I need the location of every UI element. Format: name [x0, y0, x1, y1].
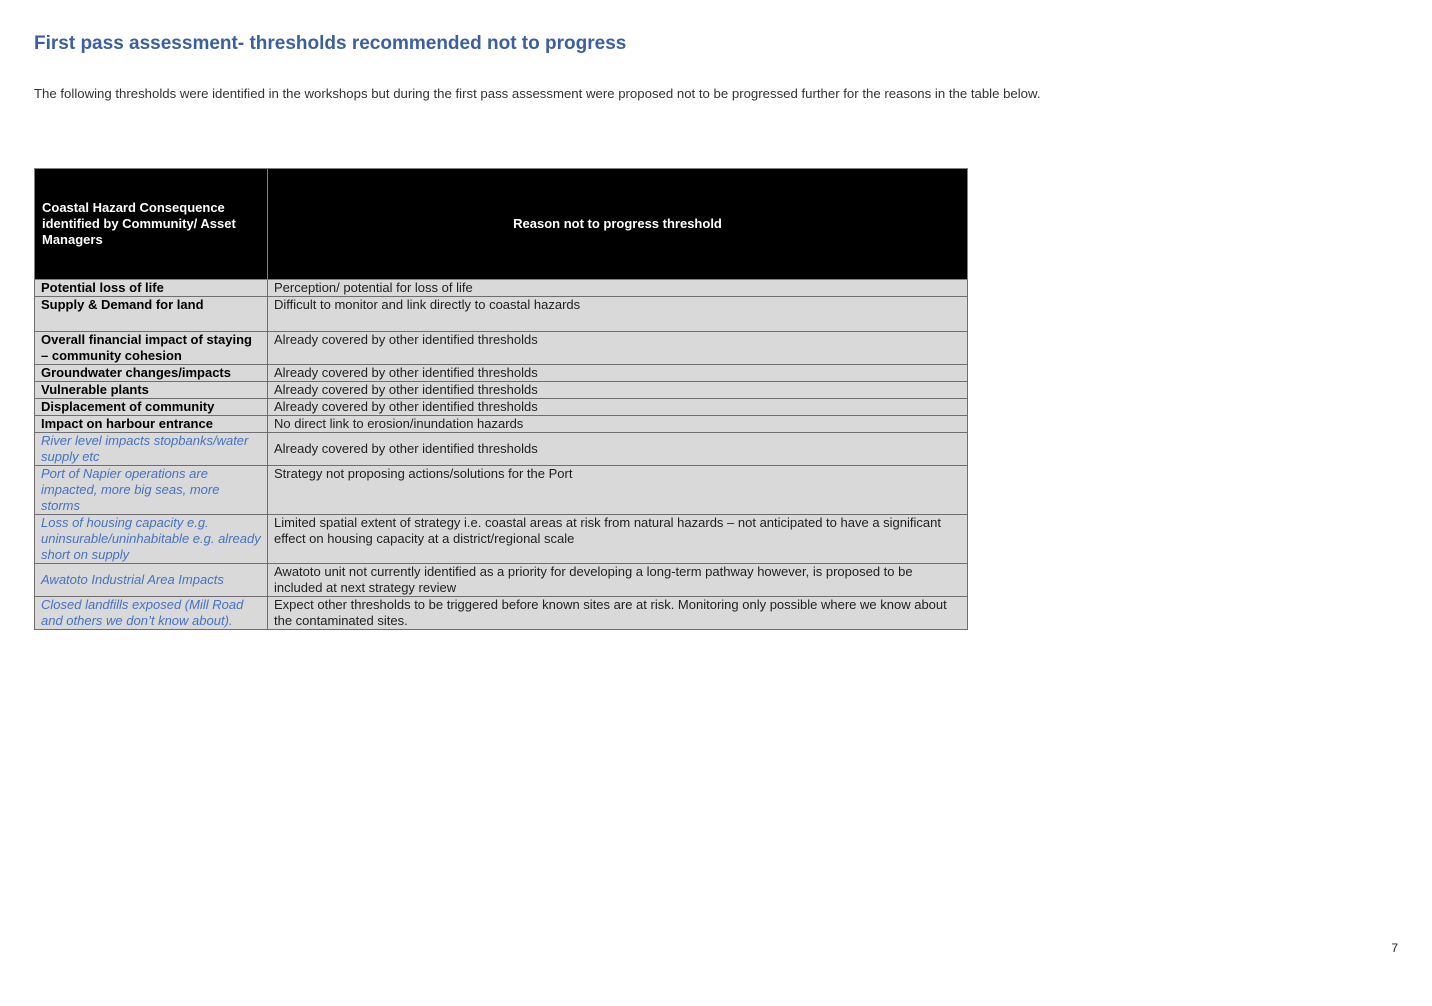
reason-cell: Already covered by other identified thresholds [268, 332, 968, 365]
reason-cell: Already covered by other identified thresholds [268, 365, 968, 382]
consequence-cell: Awatoto Industrial Area Impacts [35, 564, 268, 597]
page-number: 7 [1391, 941, 1398, 955]
table-row [35, 297, 968, 332]
table-row [35, 332, 968, 365]
table-row [35, 564, 968, 597]
table-row [35, 280, 968, 297]
consequence-cell: Displacement of community [35, 399, 268, 416]
reason-cell: Difficult to monitor and link directly to coastal hazards [268, 297, 968, 332]
page-title: First pass assessment- thresholds recommended not to progress [34, 33, 627, 54]
consequence-cell: Loss of housing capacity e.g. uninsurable/uninhabitable e.g. already short on supply [35, 515, 268, 564]
consequence-cell: Impact on harbour entrance [35, 416, 268, 433]
table-row [35, 416, 968, 433]
reason-cell: Awatoto unit not currently identified as a priority for developing a long-term pathway however, is proposed to be included at next strategy review [268, 564, 968, 597]
table-row [35, 433, 968, 466]
consequence-cell: Groundwater changes/impacts [35, 365, 268, 382]
consequence-cell: Vulnerable plants [35, 382, 268, 399]
reason-cell: Limited spatial extent of strategy i.e. coastal areas at risk from natural hazards – not anticipated to have a significant effect on housing capacity at a district/regional scale [268, 515, 968, 564]
table-row [35, 399, 968, 416]
consequence-cell: Port of Napier operations are impacted, more big seas, more storms [35, 466, 268, 515]
table-row [35, 466, 968, 515]
table-header-row [35, 169, 968, 280]
consequence-cell: River level impacts stopbanks/water supply etc [35, 433, 268, 466]
table-row [35, 515, 968, 564]
consequence-cell: Supply & Demand for land [35, 297, 268, 332]
consequence-cell: Potential loss of life [35, 280, 268, 297]
consequence-cell: Closed landfills exposed (Mill Road and others we don’t know about). [35, 597, 268, 630]
table-row [35, 597, 968, 630]
header-reason: Reason not to progress threshold [268, 169, 968, 280]
header-consequence: Coastal Hazard Consequence identified by Community/ Asset Managers [35, 169, 268, 280]
reason-cell: No direct link to erosion/inundation hazards [268, 416, 968, 433]
thresholds-table [34, 168, 968, 630]
reason-cell: Already covered by other identified thresholds [268, 433, 968, 466]
table-row [35, 365, 968, 382]
reason-cell: Already covered by other identified thresholds [268, 399, 968, 416]
reason-cell: Already covered by other identified thresholds [268, 382, 968, 399]
intro-paragraph: The following thresholds were identified in the workshops but during the first pass assessment were proposed not to be progressed further for the reasons in the table below. [34, 86, 1041, 101]
table-row [35, 382, 968, 399]
reason-cell: Expect other thresholds to be triggered before known sites are at risk. Monitoring only possible where we know about the contaminated sites. [268, 597, 968, 630]
reason-cell: Perception/ potential for loss of life [268, 280, 968, 297]
consequence-cell: Overall financial impact of staying – community cohesion [35, 332, 268, 365]
reason-cell: Strategy not proposing actions/solutions for the Port [268, 466, 968, 515]
